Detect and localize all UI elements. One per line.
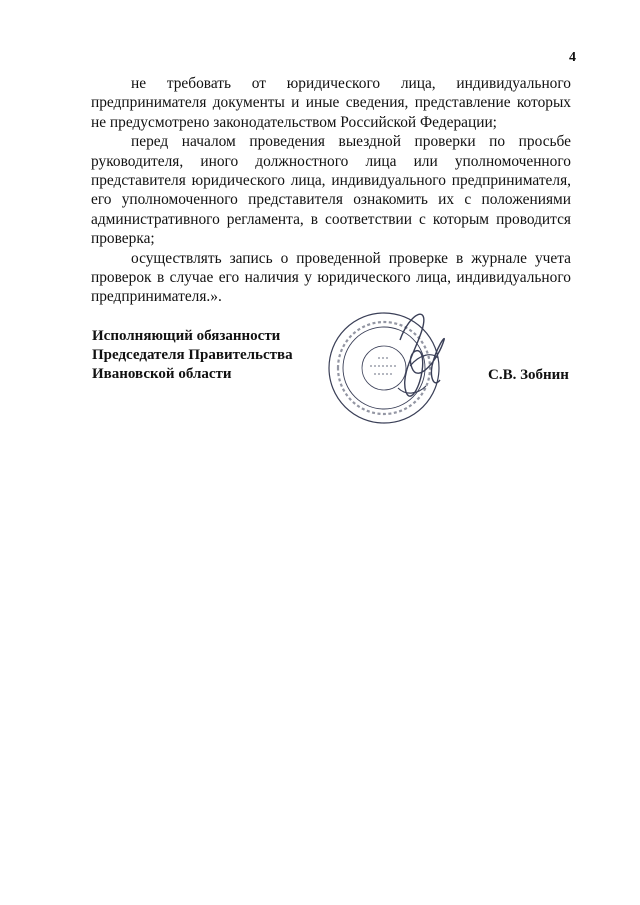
position-line: Ивановской области xyxy=(92,366,232,382)
seal-lettering-marks xyxy=(338,322,430,414)
position-line: Председателя Правительства xyxy=(92,347,293,363)
seal-center-ring xyxy=(362,346,406,390)
page-number: 4 xyxy=(569,50,576,65)
signer-name: С.В. Зобнин xyxy=(488,367,569,383)
seal-emblem-marks xyxy=(370,358,398,374)
paragraph: перед началом проведения выездной проверки по просьбе руководителя, иного должностного лица или уполномоченного представителя юридического лица, индивидуального предпринимателя, его уполномоченного представителя ознакомить их с положениями административного регламента, в соответствии с которым проводится проверка; xyxy=(91,133,571,248)
paragraph: осуществлять запись о проведенной проверке в журнале учета проверок в случае его наличия у юридического лица, индивидуального предпринимателя.». xyxy=(91,249,571,306)
position-line: Исполняющий обязанности xyxy=(92,328,281,344)
document-body xyxy=(91,74,571,307)
signatory-position xyxy=(92,327,293,384)
paragraph: не требовать от юридического лица, индивидуального предпринимателя документы и иные сведения, представление которых не предусмотрено законодательством Российской Федерации; xyxy=(91,75,571,131)
official-seal-with-signature xyxy=(326,296,450,438)
